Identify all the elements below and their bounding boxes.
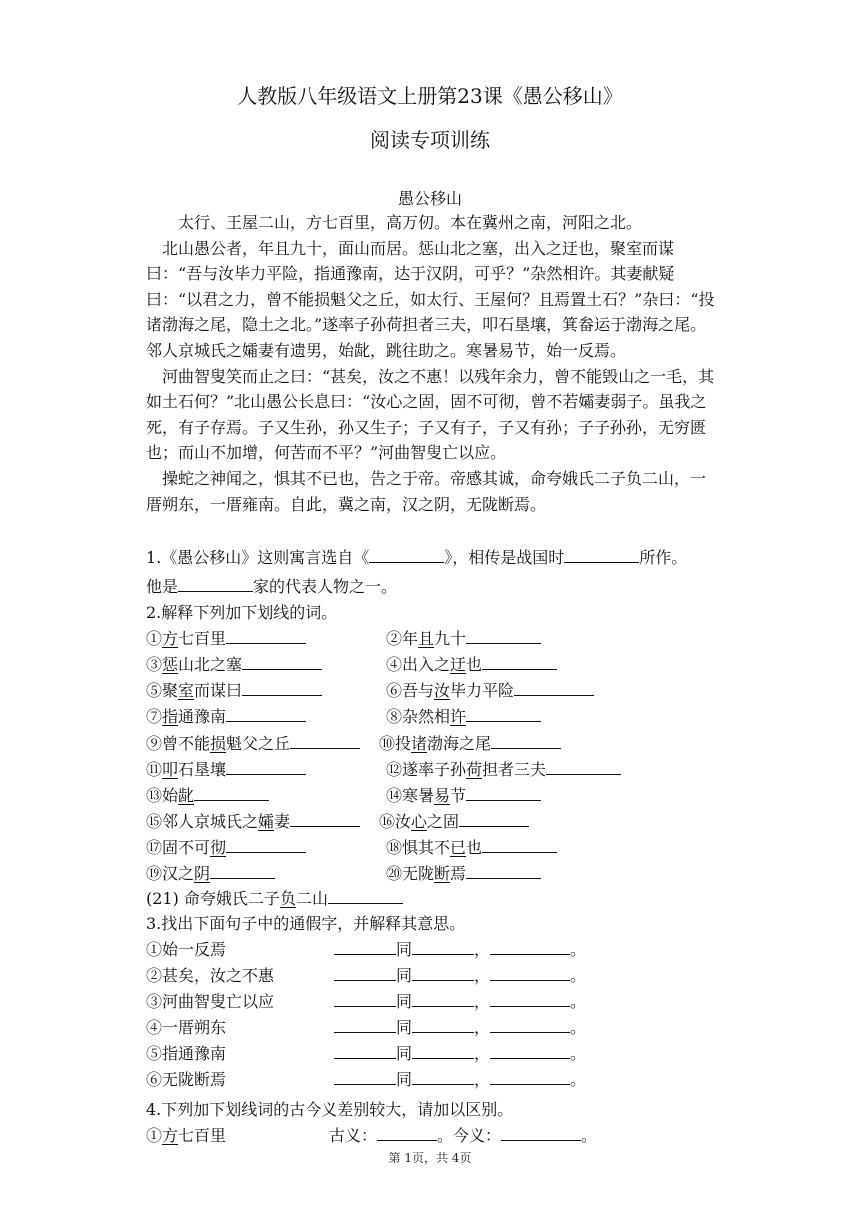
underlined-word: 心 <box>411 812 428 831</box>
sentence-item: ②甚矣，汝之不惠 <box>146 966 275 985</box>
item-text: ⑭寒暑 <box>386 786 435 805</box>
answer-blank[interactable] <box>226 629 306 644</box>
vocab-item <box>146 678 322 701</box>
vocab-item <box>386 757 621 780</box>
vocab-item <box>146 652 322 675</box>
item-text: ⑲汉之 <box>146 864 195 883</box>
answer-blank[interactable] <box>412 1070 474 1085</box>
vocab-item <box>386 704 541 727</box>
punctuation: 。 <box>570 992 587 1011</box>
underlined-word: 阴 <box>194 864 211 883</box>
underlined-word: 许 <box>450 707 467 726</box>
answer-blank[interactable] <box>466 629 541 644</box>
answer-blank[interactable] <box>459 812 529 827</box>
question-3-prompt: 3.找出下面句子中的通假字，并解释其意思。 <box>146 914 466 933</box>
vocab-item <box>386 678 594 701</box>
answer-blank[interactable] <box>412 940 474 955</box>
answer-blank[interactable] <box>242 655 322 670</box>
vocab-item <box>146 731 360 754</box>
item-text: ⑥吾与 <box>386 681 435 700</box>
tongjia-fill-row <box>334 1015 586 1038</box>
answer-blank[interactable] <box>482 838 557 853</box>
answer-blank[interactable] <box>491 734 561 749</box>
item-text: 二山 <box>295 889 328 908</box>
vocab-item <box>146 861 275 884</box>
underlined-word: 损 <box>210 734 227 753</box>
passage-text <box>146 210 716 517</box>
tongjia-fill-row <box>334 1041 586 1064</box>
passage-title: 愚公移山 <box>397 189 462 208</box>
passage-paragraph: 太行、王屋二山，方七百里，高万仞。本在冀州之南，河阳之北。 <box>146 213 643 232</box>
question-1-line-1 <box>146 545 687 568</box>
punctuation: ， <box>474 1018 491 1037</box>
answer-blank[interactable] <box>546 760 621 775</box>
punctuation: 。 <box>581 1126 598 1145</box>
answer-blank[interactable] <box>377 1126 437 1141</box>
punctuation: 。 <box>570 1018 587 1037</box>
answer-blank[interactable] <box>328 889 403 904</box>
passage-paragraph: 北山愚公者，年且九十，面山而居。惩山北之塞，出入之迂也，聚室而谋曰：“吾与汝毕力平险，指通豫南，达于汉阴，可乎？”杂然相许。其妻献疑曰：“以君之力，曾不能损魁父之丘，如太行、王屋何？且焉置土石？”杂曰：“投诸渤海之尾，隐土之北。”遂率子孙荷担者三夫，叩石垦壤，箕畚运于渤海之尾。邻人京城氏之孀妻有遗男，始龀，跳往助之。寒暑易节，始一反焉。 <box>146 238 715 360</box>
answer-blank[interactable] <box>490 992 570 1007</box>
vocab-item <box>379 731 561 754</box>
item-text: ⑧杂然相 <box>386 707 451 726</box>
underlined-word: 方 <box>162 1126 179 1145</box>
same-as-label: 同 <box>396 940 413 959</box>
tongjia-fill-row <box>334 937 586 960</box>
item-text: 山北之塞 <box>178 655 243 674</box>
item-text: 担者三夫 <box>482 760 547 779</box>
item-text: 妻 <box>274 812 291 831</box>
answer-blank[interactable] <box>412 1044 474 1059</box>
punctuation: ， <box>474 1070 491 1089</box>
passage-paragraph: 河曲智叟笑而止之曰：“甚矣，汝之不惠！以残年余力，曾不能毁山之一毛，其如土石何？”北山愚公长息曰：“汝心之固，固不可彻，曾不若孀妻弱子。虽我之死，有子存焉。子又生孙，孙又生子；子又有子，子又有孙；子子孙孙，无穷匮也；而山不加增，何苦而不平？”河曲智叟亡以应。 <box>146 366 715 463</box>
vocab-item <box>386 861 541 884</box>
item-text: ⑨曾不能 <box>146 734 211 753</box>
item-text: ⑰固不可 <box>146 838 211 857</box>
punctuation: 。 <box>570 1070 587 1089</box>
underlined-word: 负 <box>279 889 296 908</box>
page-footer: 第 1页，共 4页 <box>388 1151 472 1165</box>
underlined-word: 荷 <box>466 760 483 779</box>
sentence-item: ④一厝朔东 <box>146 1018 227 1037</box>
item-text: 也 <box>466 838 483 857</box>
item-text: ⑱惧其不 <box>386 838 451 857</box>
answer-blank[interactable] <box>490 1018 570 1033</box>
underlined-word: 诸 <box>411 734 428 753</box>
item-text: 石垦壤 <box>178 760 227 779</box>
answer-blank[interactable] <box>334 1044 396 1059</box>
ancient-meaning-label: 古义： <box>329 1126 378 1145</box>
answer-blank[interactable] <box>501 1126 581 1141</box>
underlined-word: 彻 <box>210 838 227 857</box>
answer-blank[interactable] <box>490 940 570 955</box>
underlined-word: 已 <box>450 838 467 857</box>
answer-blank[interactable] <box>334 1018 396 1033</box>
question-1-text: 所作。 <box>639 548 688 567</box>
answer-blank[interactable] <box>412 992 474 1007</box>
modern-meaning-label: 。今义： <box>437 1126 502 1145</box>
answer-blank[interactable] <box>514 681 594 696</box>
tongjia-fill-row <box>334 963 586 986</box>
item-number: ① <box>146 1126 163 1145</box>
item-text: ⑮邻人京城氏之 <box>146 812 259 831</box>
vocab-item <box>386 835 557 858</box>
answer-blank[interactable] <box>564 548 639 563</box>
answer-blank[interactable] <box>482 655 557 670</box>
tongjia-fill-row <box>334 1067 586 1090</box>
item-text: (21) 命夸娥氏二子 <box>146 889 280 908</box>
item-text: ③ <box>146 655 163 674</box>
punctuation: ， <box>474 940 491 959</box>
question-1-text: 他是 <box>146 577 179 596</box>
item-text: ⑳无陇 <box>386 864 435 883</box>
vocab-item <box>146 886 403 909</box>
item-text: ⑯汝 <box>379 812 412 831</box>
underlined-word: 迂 <box>450 655 467 674</box>
vocab-item <box>146 704 306 727</box>
same-as-label: 同 <box>396 1044 413 1063</box>
item-text: 之固 <box>427 812 460 831</box>
item-text: ②年 <box>386 629 419 648</box>
answer-blank[interactable] <box>178 577 253 592</box>
same-as-label: 同 <box>396 966 413 985</box>
question-1-text: 1.《愚公移山》这则寓言选自《 <box>146 548 370 567</box>
underlined-word: 叩 <box>162 760 179 779</box>
item-text: ⑪ <box>146 760 163 779</box>
question-4-item <box>146 1123 226 1146</box>
same-as-label: 同 <box>396 1070 413 1089</box>
vocab-item <box>146 809 360 832</box>
answer-blank[interactable] <box>490 966 570 981</box>
item-text: ⑦ <box>146 707 163 726</box>
answer-blank[interactable] <box>466 864 541 879</box>
sentence-item: ③河曲智叟亡以应 <box>146 992 275 1011</box>
sentence-item: ⑤指通豫南 <box>146 1044 227 1063</box>
question-1-line-2 <box>146 574 397 597</box>
item-text: 魁父之丘 <box>226 734 291 753</box>
answer-blank[interactable] <box>334 1070 396 1085</box>
underlined-word: 指 <box>162 707 179 726</box>
item-text: 七百里 <box>178 1126 227 1145</box>
vocab-item <box>146 835 306 858</box>
underlined-word: 方 <box>162 629 179 648</box>
punctuation: 。 <box>570 1044 587 1063</box>
passage-paragraph: 操蛇之神闻之，惧其不已也，告之于帝。帝感其诚，命夸娥氏二子负二山，一厝朔东，一厝雍南。自此，冀之南，汉之阴，无陇断焉。 <box>146 468 707 514</box>
underlined-word: 汝 <box>434 681 451 700</box>
tongjia-fill-row <box>334 989 586 1012</box>
answer-blank[interactable] <box>412 1018 474 1033</box>
question-2-prompt: 2.解释下列加下划线的词。 <box>146 603 338 622</box>
vocab-item <box>146 626 306 649</box>
punctuation: ， <box>474 1044 491 1063</box>
underlined-word: 惩 <box>162 655 179 674</box>
answer-blank[interactable] <box>194 786 269 801</box>
answer-blank[interactable] <box>290 734 360 749</box>
answer-blank[interactable] <box>466 786 541 801</box>
answer-blank[interactable] <box>466 707 541 722</box>
answer-blank[interactable] <box>226 760 306 775</box>
punctuation: 。 <box>570 966 587 985</box>
underlined-word: 且 <box>418 629 435 648</box>
question-4-answer <box>329 1123 597 1146</box>
vocab-item <box>379 809 529 832</box>
vocab-item <box>146 783 269 806</box>
item-text: 也 <box>466 655 483 674</box>
sentence-item: ⑥无陇断焉 <box>146 1070 227 1089</box>
answer-blank[interactable] <box>334 966 396 981</box>
document-subtitle: 阅读专项训练 <box>370 128 490 152</box>
item-text: 而谋曰 <box>194 681 243 700</box>
item-text: 渤海之尾 <box>427 734 492 753</box>
item-text: ⑩投 <box>379 734 412 753</box>
item-text: ⑤聚 <box>146 681 179 700</box>
item-text: ⑬始 <box>146 786 179 805</box>
punctuation: ， <box>474 966 491 985</box>
question-4-prompt: 4.下列加下划线词的古今义差别较大，请加以区别。 <box>146 1100 514 1119</box>
document-title: 人教版八年级语文上册第23课《愚公移山》 <box>237 84 623 108</box>
answer-blank[interactable] <box>226 707 306 722</box>
question-1-text: 》，相传是战国时 <box>444 548 565 567</box>
item-text: 毕力平险 <box>450 681 515 700</box>
underlined-word: 室 <box>178 681 195 700</box>
vocab-item <box>386 652 557 675</box>
punctuation: 。 <box>570 940 587 959</box>
underlined-word: 断 <box>434 864 451 883</box>
same-as-label: 同 <box>396 992 413 1011</box>
vocab-item <box>386 626 541 649</box>
vocab-item <box>386 783 541 806</box>
item-text: 七百里 <box>178 629 227 648</box>
answer-blank[interactable] <box>334 940 396 955</box>
underlined-word: 孀 <box>258 812 275 831</box>
same-as-label: 同 <box>396 1018 413 1037</box>
answer-blank[interactable] <box>290 812 360 827</box>
question-1-text: 家的代表人物之一。 <box>253 577 398 596</box>
underlined-word: 龀 <box>178 786 195 805</box>
answer-blank[interactable] <box>242 681 322 696</box>
answer-blank[interactable] <box>412 966 474 981</box>
answer-blank[interactable] <box>369 548 444 563</box>
answer-blank[interactable] <box>490 1044 570 1059</box>
item-text: 节 <box>450 786 467 805</box>
punctuation: ， <box>474 992 491 1011</box>
answer-blank[interactable] <box>226 838 306 853</box>
sentence-item: ①始一反焉 <box>146 940 227 959</box>
item-text: ⑫遂率子孙 <box>386 760 467 779</box>
underlined-word: 易 <box>434 786 451 805</box>
vocab-item <box>146 757 306 780</box>
answer-blank[interactable] <box>210 864 275 879</box>
item-text: 通豫南 <box>178 707 227 726</box>
item-text: ① <box>146 629 163 648</box>
item-text: 焉 <box>450 864 467 883</box>
item-text: 九十 <box>434 629 467 648</box>
answer-blank[interactable] <box>490 1070 570 1085</box>
answer-blank[interactable] <box>334 992 396 1007</box>
item-text: ④出入之 <box>386 655 451 674</box>
